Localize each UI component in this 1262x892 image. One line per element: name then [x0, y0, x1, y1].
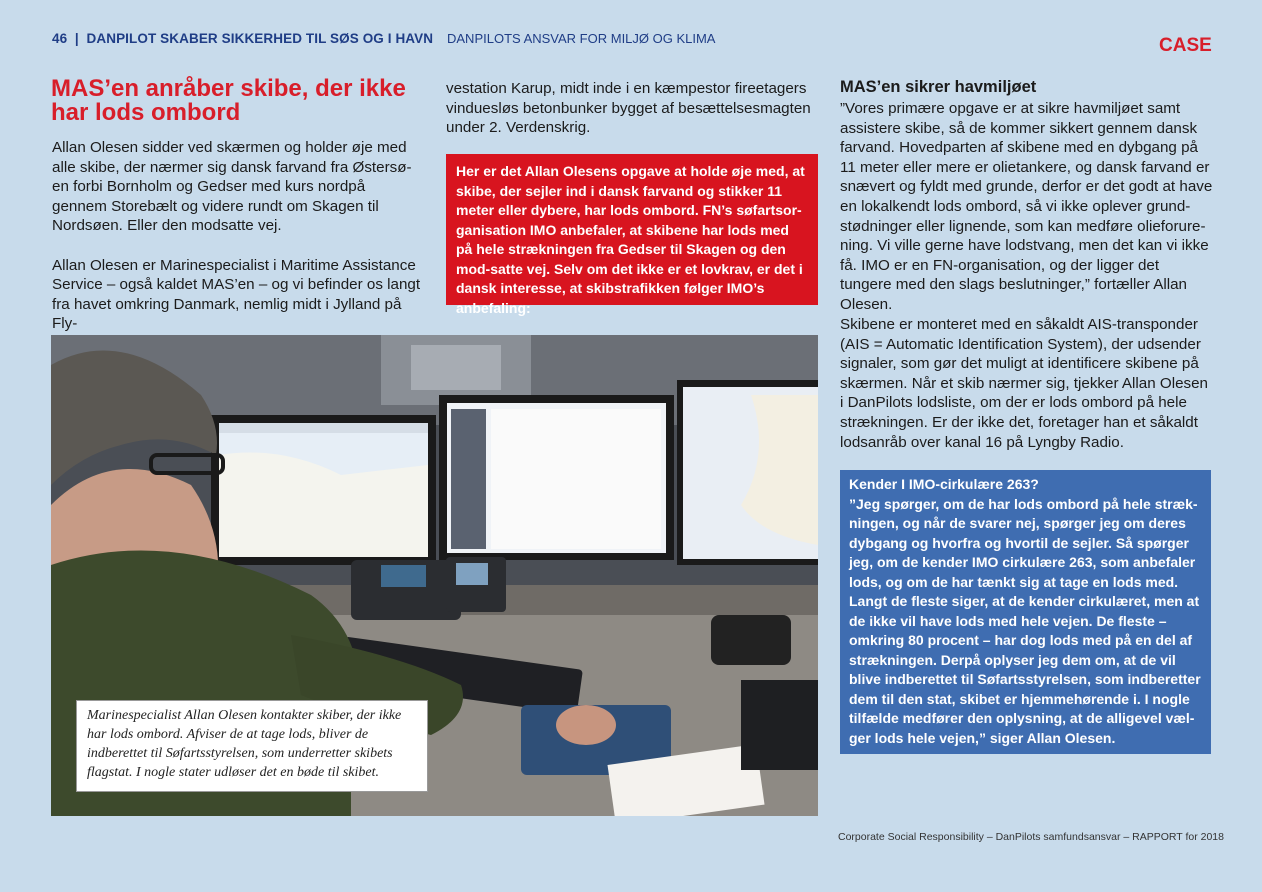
article-headline: MAS’en anråber skibe, der ikke har lods ombord [51, 75, 406, 126]
sidebar-box-blue [840, 470, 1211, 754]
continued-paragraph: vestation Karup, midt inde i en kæmpestor fireetagers vinduesløs betonbunker bygget af besættelsesmagten under 2. Verdenskrig. [446, 80, 811, 137]
header-separator: | [71, 31, 83, 46]
second-phone [711, 615, 791, 665]
monitor-center [439, 395, 674, 560]
page-number: 46 [52, 31, 68, 46]
ais-paragraph: Skibene er monteret med en såkaldt AIS-transponder (AIS = Automatic Identification System), der udsender signaler, som gør det muligt at identificere skibene på skærmen. Når et skib nærmer sig, tjekker Allan Olesen i DanPilots lodsliste, om der er lods ombord på hele strækningen. Er der ikke det, foretager han et såkaldt lodsanråb over kanal 16 på Lyngby Radio. [840, 316, 1208, 451]
running-header [52, 31, 433, 46]
desk-phone [351, 557, 506, 620]
sidebar-box-text: ”Jeg spørger, om de har lods ombord på hele stræk-ningen, og når de svarer nej, spørger jeg om deres dybgang og hvorfra og hvortil de sejler. Så spørger jeg, om de kender IMO cirkulære 263, som anbefaler lods, og om de har tænkt sig at tage en lods med. Langt de fleste siger, at de kender cirkulæret, men at de ikke vil have lods med hele vejen. De fleste – omkring 80 procent – har dog lods med på en del af strækningen. Derpå oplyser jeg dem om, at de vil blive indberettet til Søfartsstyrelsen, som indberetter dem til den stat, skibet er hjemmehørende i. I nogle tilfælde medfører den oplysning, at de alligevel væl-ger lods hele vejen,” siger Allan Olesen. [849, 495, 1201, 746]
highlight-box-red: Her er det Allan Olesens opgave at holde øje med, at skibe, der sejler ind i dansk farvand og stikker 11 meter eller dybere, har lods ombord. FN’s søfartsor-ganisation IMO anbefaler, at skibene har lods med på hele strækningen fra Gedser til Skagen og den mod-satte vej. Selv om det ikke er et lovkrav, er det i dansk interesse, at skibstrafikken følger IMO’s anbefaling: [446, 154, 818, 305]
section-subheading: MAS’en sikrer havmiljøet [840, 78, 1037, 96]
column-1 [52, 138, 424, 354]
sidebar-box-title: Kender I IMO-cirkulære 263? [849, 476, 1039, 492]
chapter-subtitle: DANPILOTS ANSVAR FOR MILJØ OG KLIMA [447, 31, 716, 46]
photo-caption: Marinespecialist Allan Olesen kontakter skiber, der ikke har lods ombord. Afviser de at tage lods, bliver de indberettet til Søfartsstyrelsen, som underretter skibets flagstat. I nogle stater udløser det en bøde til skibet. [76, 700, 428, 792]
monitor-left [211, 415, 436, 565]
case-label: CASE [1159, 35, 1212, 56]
quote-paragraph: ”Vores primære opgave er at sikre havmiljøet samt assistere skibe, så de kommer sikkert gennem dansk farvand. Hovedparten af skibene med en dybgang på 11 meter eller mere er olietankere, og dansk farvand er snævert og fyldt med grunde, derfor er det godt at have en lokalkendt lods ombord, så vi ikke oplever grund-stødninger eller lignende, som kan medføre olieforure-ning. Vi ville gerne have lodstvang, men det kan vi ikke få. IMO er en FN-organisation, og der ligger det tungere med den slags beslutninger,” fortæller Allan Olesen. [840, 100, 1213, 313]
monitor-right [677, 380, 818, 565]
page-footer: Corporate Social Responsibility – DanPilots samfundsansvar – RAPPORT for 2018 [838, 831, 1224, 843]
second-paragraph: Allan Olesen er Marinespecialist i Maritime Assistance Service – også kaldet MAS’en – og vi befinder os langt fra havet omkring Danmark, nemlig midt i Jylland på Fly- [52, 256, 421, 333]
section-title: DANPILOT SKABER SIKKERHED TIL SØS OG I HAVN [86, 31, 434, 46]
intro-paragraph: Allan Olesen sidder ved skærmen og holder øje med alle skibe, der nærmer sig dansk farvand fra Østersø-en forbi Bornholm og Gedser med kurs nordpå gennem Storebælt og videre rundt om Skagen til Nordsøen. Eller den modsatte vej. [52, 139, 412, 235]
